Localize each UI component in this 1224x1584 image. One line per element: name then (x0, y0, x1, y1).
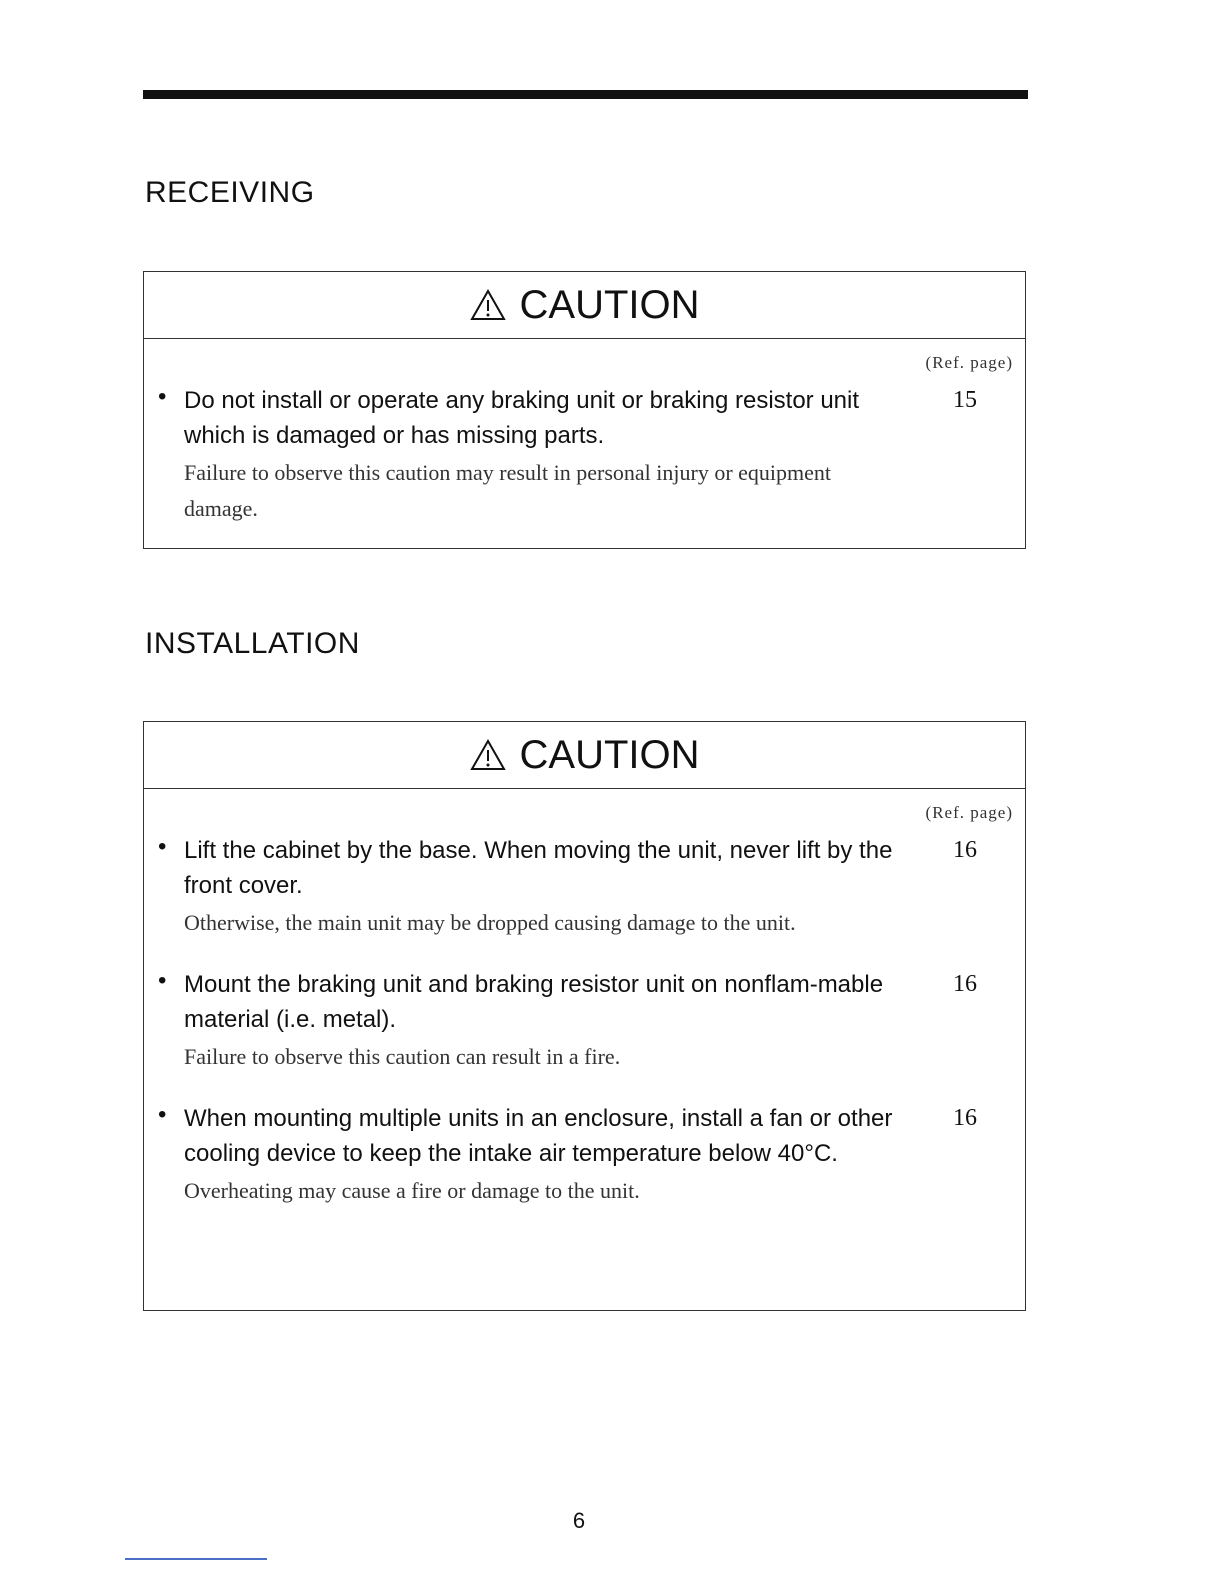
caution-item (144, 967, 1025, 1075)
bullet: • (158, 383, 167, 410)
caution-box-installation (143, 721, 1026, 1311)
warning-triangle-icon (470, 288, 506, 322)
ref-page-label: (Ref. page) (925, 803, 1013, 822)
caution-item-detail: Overheating may cause a fire or damage to the unit. (184, 1178, 640, 1203)
caution-header (144, 722, 1025, 789)
caution-header (144, 272, 1025, 339)
caution-item-text: When mounting multiple units in an enclosure, install a fan or other cooling device to keep the intake air temperature below 40°C. (184, 1105, 893, 1167)
bottom-rule (125, 1558, 267, 1560)
bullet: • (158, 967, 167, 994)
caution-item-text: Mount the braking unit and braking resistor unit on nonflam-mable material (i.e. metal). (184, 971, 884, 1033)
caution-item (144, 1101, 1025, 1209)
caution-item-ref-page: 16 (953, 1105, 977, 1131)
caution-item-ref-page: 16 (953, 837, 977, 863)
caution-item-text: Lift the cabinet by the base. When moving the unit, never lift by the front cover. (184, 837, 893, 899)
caution-item (144, 833, 1025, 941)
caution-title: CAUTION (519, 282, 700, 327)
bullet: • (158, 833, 167, 860)
caution-item-ref-page: 15 (953, 387, 977, 413)
top-rule (143, 90, 1028, 99)
section-heading-receiving: RECEIVING (145, 176, 315, 209)
page-number: 6 (572, 1508, 586, 1533)
section-heading-installation: INSTALLATION (145, 627, 360, 660)
caution-item-ref-page: 16 (953, 971, 977, 997)
caution-item-detail: Failure to observe this caution can result in a fire. (184, 1044, 621, 1069)
bullet: • (158, 1101, 167, 1128)
ref-page-label: (Ref. page) (925, 353, 1013, 372)
warning-triangle-icon (470, 738, 506, 772)
caution-item-text: Do not install or operate any braking unit or braking resistor unit which is damaged or has missing parts. (184, 387, 860, 449)
caution-item-detail: Failure to observe this caution may result in personal injury or equipment damage. (184, 460, 832, 521)
caution-title: CAUTION (519, 732, 700, 777)
caution-item-detail: Otherwise, the main unit may be dropped causing damage to the unit. (184, 910, 796, 935)
caution-item (144, 383, 1025, 527)
caution-box-receiving (143, 271, 1026, 549)
